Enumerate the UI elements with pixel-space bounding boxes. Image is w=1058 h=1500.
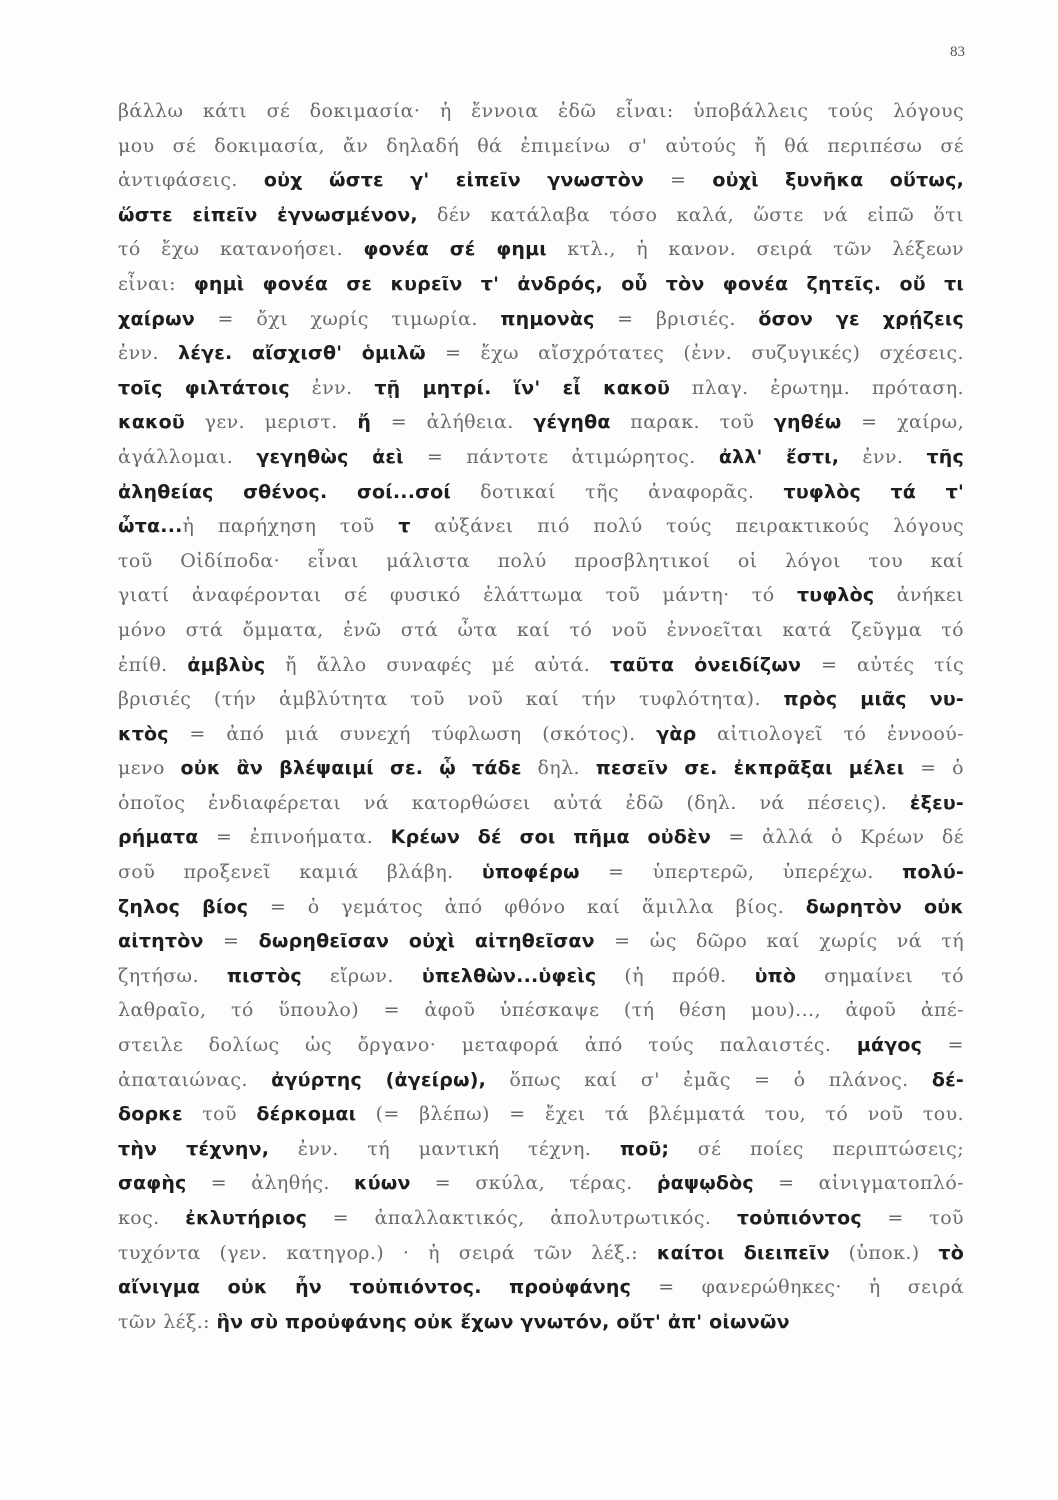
commentary-text-segment: γεν. μεριστ.: [184, 411, 358, 434]
commentary-text-segment: = ὡς δῶρο καί χωρίς νά τή: [594, 930, 964, 953]
lemma-text: ποῦ;: [619, 1137, 670, 1160]
commentary-text-segment: = χαίρω,: [841, 411, 964, 434]
lemma-text: δορκε: [118, 1103, 183, 1126]
lemma-text: ὑπὸ: [754, 964, 797, 987]
lemma-text: γηθέω: [773, 411, 842, 434]
commentary-text-segment: ἀγάλλομαι.: [118, 445, 257, 468]
commentary-text-segment: τῶν λέξ.:: [118, 1310, 217, 1333]
commentary-text-segment: =: [203, 930, 259, 953]
commentary-text-segment: δέν κατάλαβα τόσο καλά, ὥστε νά εἰπῶ ὅτι: [417, 203, 964, 226]
text-line: [118, 302, 964, 337]
text-line: [118, 232, 964, 267]
text-line: [118, 163, 964, 198]
lemma-text: γὰρ: [656, 722, 697, 745]
commentary-text-segment: δοτικαί τῆς ἀναφορᾶς.: [450, 480, 784, 503]
text-line: [118, 371, 964, 406]
commentary-text-segment: = ἀπό μιά συνεχή τύφλωση (σκότος).: [168, 722, 657, 745]
lemma-text: κακοῦ: [118, 411, 185, 434]
lemma-text: πημονὰς: [500, 307, 595, 330]
commentary-text-segment: = ἐπινοήματα.: [198, 826, 391, 849]
lemma-text: κύων: [354, 1172, 411, 1195]
commentary-text-segment: = ἀπαλλακτικός, ἀπολυτρωτικός.: [307, 1207, 737, 1229]
commentary-text-segment: αἰτιολογεῖ τό ἐννοού-: [696, 722, 964, 745]
text-line: [118, 682, 964, 717]
commentary-text-segment: τυχόντα (γεν. κατηγορ.) · ἡ σειρά τῶν λέξ.:: [118, 1241, 657, 1264]
commentary-text-segment: = ἀληθής.: [186, 1172, 354, 1195]
lemma-text: γέγηθα: [533, 411, 611, 434]
lemma-text: ρήματα: [118, 826, 199, 849]
commentary-text-segment: γιατί ἀναφέρονται σέ φυσικό ἐλάττωμα τοῦ μάντη· τό: [118, 584, 797, 607]
lemma-text: δωρητὸν οὐκ: [805, 895, 964, 918]
lemma-text: φονέα σέ φημι: [363, 238, 547, 261]
lemma-text: γεγηθὼς ἀεὶ: [256, 445, 404, 468]
commentary-text-segment: στειλε δολίως ὡς ὄργανο· μεταφορά ἀπό τούς παλαιστές.: [118, 1034, 857, 1057]
commentary-text-segment: (= βλέπω) = ἔχει τά βλέμματά του, τό νοῦ του.: [356, 1103, 964, 1126]
commentary-text-segment: = ὁ γεμάτος ἀπό φθόνο καί ἅμιλλα βίος.: [248, 895, 806, 918]
commentary-text-segment: = αἰνιγματοπλό-: [753, 1172, 964, 1195]
commentary-text-segment: λαθραῖο, τό ὕπουλο) = ἀφοῦ ὑπέσκαψε (τή θέση μου)..., ἀφοῦ ἀπέ-: [118, 999, 964, 1022]
commentary-text-segment: εἴρων.: [301, 964, 422, 987]
lemma-text: τοῖς φιλτάτοις: [118, 376, 290, 399]
lemma-text: χαίρων: [118, 307, 195, 330]
lemma-text: τοὐπιόντος: [736, 1207, 862, 1229]
lemma-text: ἀγύρτης (ἀγείρω),: [271, 1068, 487, 1091]
lemma-text: τυφλὸς τά τ': [783, 480, 964, 503]
commentary-text-segment: =: [922, 1034, 964, 1057]
text-line: [118, 820, 964, 855]
commentary-text-segment: ἐνν.: [118, 342, 179, 365]
lemma-text: καίτοι διειπεῖν: [656, 1241, 830, 1264]
commentary-text-segment: σοῦ προξενεῖ καμιά βλάβη.: [118, 861, 482, 884]
lemma-text: οὐκ ἂν βλέψαιμί σε. ᾧ τάδε: [180, 757, 522, 780]
commentary-text-segment: = αὐτές τίς: [801, 653, 964, 676]
lemma-text: ἐκλυτήριος: [185, 1207, 308, 1229]
lemma-text: πρὸς μιᾶς νυ-: [783, 688, 964, 711]
lemma-text: τῆς: [926, 445, 964, 468]
lemma-text: κτὸς: [118, 722, 169, 745]
commentary-text-segment: = τοῦ: [861, 1207, 964, 1229]
text-line: [118, 1028, 964, 1063]
commentary-text-segment: = πάντοτε ἀτιμώρητος.: [403, 445, 719, 468]
text-line: [118, 129, 964, 164]
commentary-text-segment: ἀπαταιώνας.: [118, 1068, 272, 1091]
lemma-text: σαφὴς: [118, 1172, 187, 1195]
commentary-text-segment: τό ἔχω κατανοήσει.: [118, 238, 364, 261]
commentary-text-segment: σημαίνει τό: [796, 964, 964, 987]
commentary-text-segment: ἐνν. τή μαντική τέχνη.: [269, 1137, 620, 1160]
text-line: [118, 336, 964, 371]
text-line: [118, 959, 964, 994]
commentary-text-segment: αὐξάνει πιό πολύ τούς πειρακτικούς λόγους: [410, 515, 964, 538]
commentary-text: [118, 94, 964, 1339]
text-line: [118, 1270, 964, 1305]
text-line: [118, 1132, 964, 1167]
lemma-text: τ: [398, 515, 411, 538]
lemma-text: πεσεῖν σε. ἐκπρᾶξαι μέλει: [595, 757, 905, 780]
text-line: [118, 924, 964, 959]
commentary-text-segment: μόνο στά ὄμματα, ἐνῶ στά ὦτα καί τό νοῦ ἐννοεῖται κατά ζεῦγμα τό: [118, 618, 964, 641]
commentary-text-segment: = ὑπερτερῶ, ὑπερέχω.: [579, 861, 903, 884]
lemma-text: μάγος: [856, 1034, 923, 1057]
lemma-text: ταῦτα ὀνειδίζων: [609, 653, 802, 676]
lemma-text: Κρέων δέ σοι πῆμα οὐδὲν: [390, 826, 711, 849]
commentary-text-segment: κος.: [118, 1207, 186, 1229]
lemma-text: αἰτητὸν: [118, 930, 204, 953]
text-line: [118, 405, 964, 440]
text-line: [118, 198, 964, 233]
commentary-text-segment: ἡ παρήχηση τοῦ: [182, 515, 399, 538]
lemma-text: ἀληθείας σθένος. σοί...σοί: [118, 480, 451, 503]
lemma-text: ὑποφέρω: [481, 861, 580, 884]
lemma-text: τῇ μητρί. ἵν' εἶ κακοῦ: [374, 376, 671, 399]
lemma-text: ὦτα...: [118, 515, 183, 538]
lemma-text: λέγε. αἴσχισθ' ὁμιλῶ: [178, 342, 426, 365]
text-line: [118, 613, 964, 648]
commentary-text-segment: ἐπίθ.: [118, 653, 188, 676]
lemma-text: οὐχ ὥστε γ' εἰπεῖν γνωστὸν: [263, 169, 644, 192]
commentary-text-segment: = βρισιές.: [594, 307, 759, 330]
lemma-text: ἀμβλὺς: [187, 653, 266, 676]
lemma-text: δωρηθεῖσαν οὐχὶ αἰτηθεῖσαν: [258, 930, 595, 953]
text-line: [118, 578, 964, 613]
commentary-text-segment: = ἔχω αἴσχρότατες (ἐνν. συζυγικές) σχέσεις.: [425, 342, 964, 365]
text-line: [118, 509, 964, 544]
text-line: [118, 475, 964, 510]
lemma-text: φημὶ φονέα σε κυρεῖν τ' ἀνδρός, οὗ τὸν φονέα ζητεῖς. οὔ τι: [193, 272, 964, 295]
text-line: [118, 1097, 964, 1132]
text-line: [118, 1236, 964, 1271]
lemma-text: ῥαψῳδὸς: [656, 1172, 754, 1195]
text-line: [118, 648, 964, 683]
text-line: [118, 1063, 964, 1098]
commentary-text-segment: εἶναι:: [118, 272, 194, 295]
commentary-text-segment: = σκύλα, τέρας.: [410, 1172, 657, 1195]
lemma-text: τὴν τέχνην,: [118, 1137, 270, 1160]
commentary-text-segment: = ὄχι χωρίς τιμωρία.: [194, 307, 501, 330]
lemma-text: οὐχὶ ξυνῆκα οὕτως,: [712, 169, 964, 192]
commentary-text-segment: ἐνν.: [289, 376, 375, 399]
lemma-text: πολύ-: [902, 861, 964, 884]
lemma-text: ἐξευ-: [909, 791, 964, 814]
commentary-text-segment: τοῦ: [182, 1103, 257, 1126]
commentary-text-segment: ἤ ἄλλο συναφές μέ αὐτά.: [265, 653, 610, 676]
commentary-text-segment: = φανερώθηκες· ἡ σειρά: [631, 1276, 964, 1299]
lemma-text: αἴνιγμα οὐκ ἦν τοὐπιόντος. προὐφάνης: [118, 1276, 632, 1299]
page-number: 83: [950, 44, 965, 60]
text-line: [118, 544, 964, 579]
lemma-text: ὅσον γε χρῄζεις: [758, 307, 964, 330]
commentary-text-segment: ὅπως καί σ' ἐμᾶς = ὁ πλάνος.: [486, 1068, 932, 1091]
text-line: [118, 1305, 964, 1340]
text-line: [118, 1201, 964, 1236]
lemma-text: ἀλλ' ἔστι,: [718, 445, 840, 468]
lemma-text: τὸ: [938, 1241, 964, 1264]
text-line: [118, 267, 964, 302]
text-line: [118, 717, 964, 752]
commentary-text-segment: ἀντιφάσεις.: [118, 169, 264, 192]
commentary-text-segment: μενο: [118, 757, 181, 780]
lemma-text: ζηλος βίος: [118, 895, 249, 918]
commentary-text-segment: (ὑποκ.): [829, 1241, 939, 1264]
lemma-text: δέ-: [931, 1068, 964, 1091]
commentary-text-segment: σέ ποίες περιπτώσεις;: [669, 1137, 964, 1160]
commentary-text-segment: ἀνήκει: [874, 584, 964, 607]
commentary-text-segment: = ἀλλά ὁ Κρέων δέ: [710, 826, 964, 849]
lemma-text: δέρκομαι: [256, 1103, 357, 1126]
text-line: [118, 751, 964, 786]
text-line: [118, 94, 964, 129]
commentary-text-segment: βάλλω κάτι σέ δοκιμασία· ἡ ἔννοια ἐδῶ εἶναι: ὑποβάλλεις τούς λόγους: [118, 100, 964, 122]
lemma-text: ἤ: [357, 411, 372, 434]
commentary-text-segment: =: [644, 169, 713, 192]
lemma-text: πιστὸς: [226, 964, 302, 987]
lemma-text: τυφλὸς: [796, 584, 875, 607]
commentary-text-segment: (ἡ πρόθ.: [596, 964, 755, 987]
commentary-text-segment: δηλ.: [521, 757, 596, 780]
commentary-text-segment: ὁποῖος ἐνδιαφέρεται νά κατορθώσει αὐτά ἐδῶ (δηλ. νά πέσεις).: [118, 791, 910, 814]
commentary-text-segment: κτλ., ἡ κανον. σειρά τῶν λέξεων: [546, 238, 964, 261]
commentary-text-segment: πλαγ. ἐρωτημ. πρόταση.: [670, 376, 964, 399]
commentary-text-segment: τοῦ Οἰδίποδα· εἶναι μάλιστα πολύ προσβλητικοί οἱ λόγοι του καί: [118, 549, 964, 572]
text-line: [118, 993, 964, 1028]
lemma-text: ὥστε εἰπεῖν ἐγνωσμένον,: [118, 203, 418, 226]
commentary-text-segment: ζητήσω.: [118, 964, 227, 987]
commentary-text-segment: βρισιές (τήν ἀμβλύτητα τοῦ νοῦ καί τήν τυφλότητα).: [118, 688, 784, 711]
commentary-text-segment: ἐνν.: [839, 445, 927, 468]
text-line: [118, 786, 964, 821]
text-line: [118, 440, 964, 475]
commentary-text-segment: = ὁ: [904, 757, 964, 780]
commentary-text-segment: = ἀλήθεια.: [371, 411, 534, 434]
text-line: [118, 1166, 964, 1201]
commentary-text-segment: μου σέ δοκιμασία, ἄν δηλαδή θά ἐπιμείνω σ' αὐτούς ἤ θά περιπέσω σέ: [118, 134, 964, 157]
lemma-text: ὑπελθὼν...ὑφεὶς: [421, 964, 597, 987]
lemma-text: ἣν σὺ προὐφάνης οὐκ ἔχων γνωτόν, οὔτ' ἀπ' οἰωνῶν: [216, 1310, 790, 1333]
text-line: [118, 855, 964, 890]
text-line: [118, 890, 964, 925]
commentary-text-segment: παρακ. τοῦ: [610, 411, 774, 434]
